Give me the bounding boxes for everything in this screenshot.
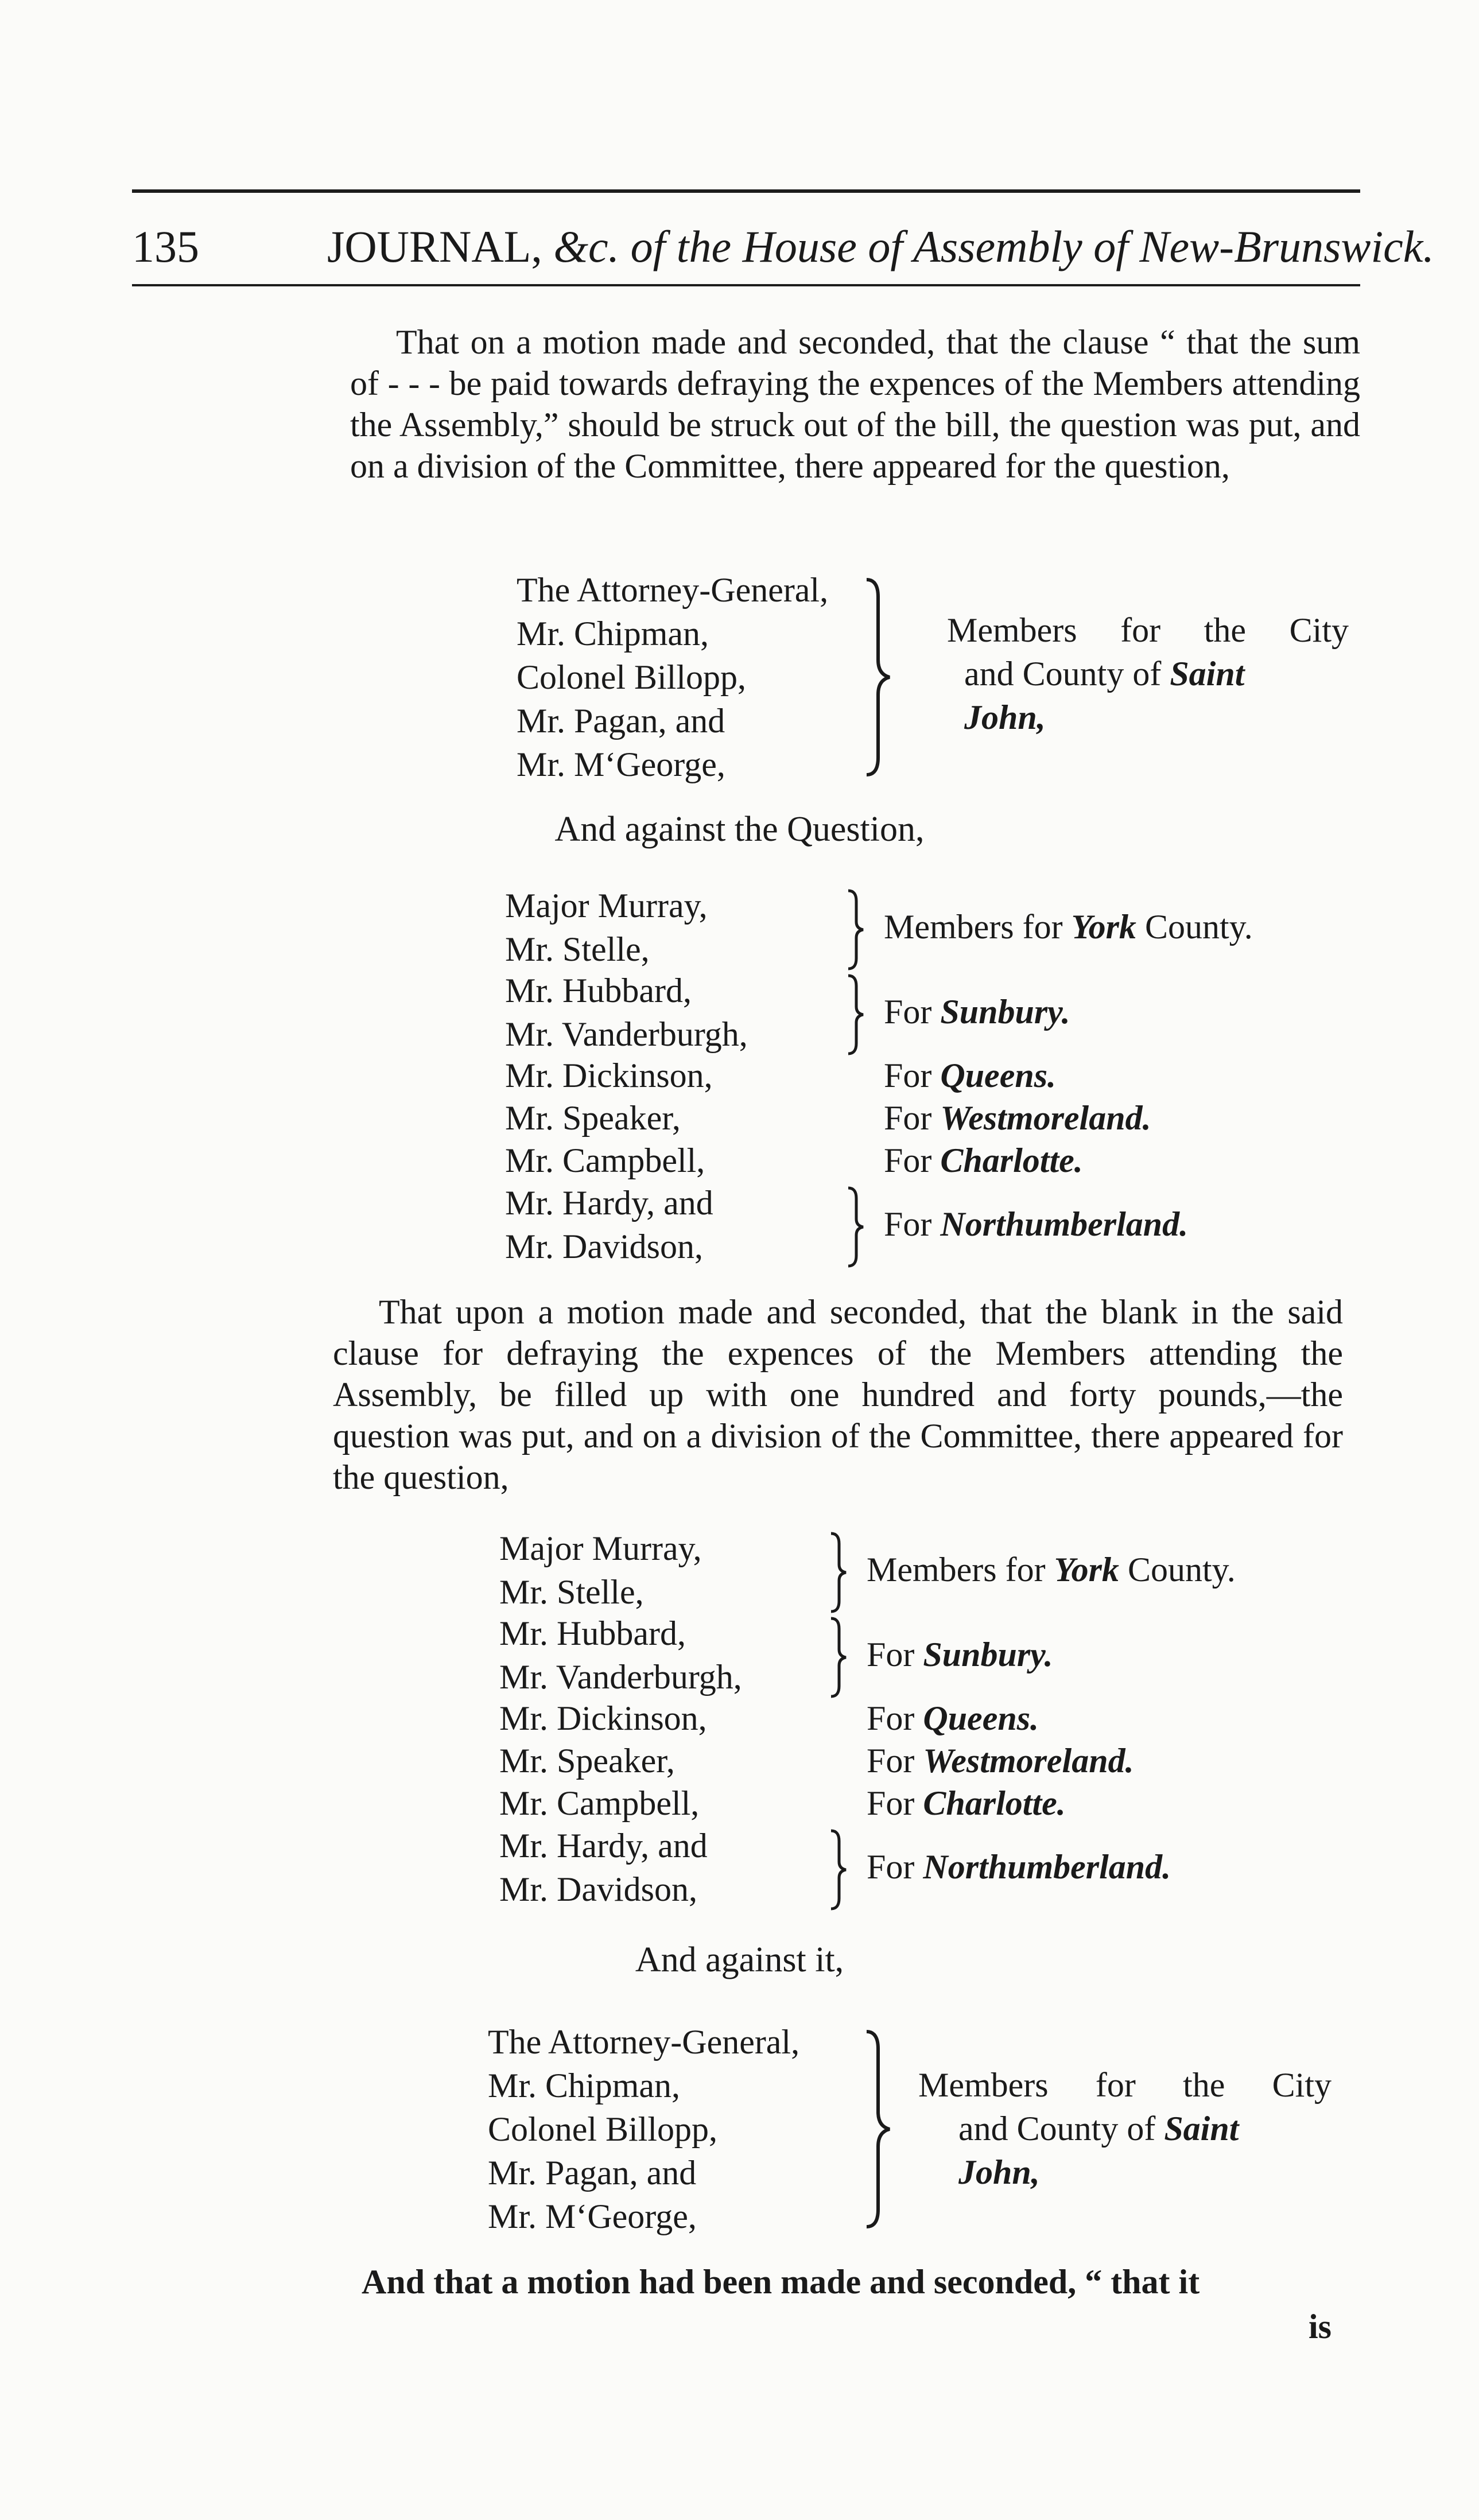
- vote2-for-group-1-label-suffix: County.: [1127, 1551, 1236, 1589]
- vote2-for-group-2: [499, 1612, 742, 1699]
- vote2-for-group-4-label: [867, 1739, 1134, 1783]
- vote1-against-group-4-name-1: Mr. Speaker,: [505, 1099, 681, 1137]
- vote1-against-group-1-name-2: Mr. Stelle,: [505, 930, 650, 968]
- vote1-for-label-john: John,: [964, 698, 1046, 736]
- vote1-against-group-3-label: [884, 1054, 1056, 1097]
- paragraph-2: That upon a motion made and seconded, that the blank in the said clause for defraying the expences of the Members attending the Assembly, be filled up with one hundred and forty pounds,—the question was put, and on a division of the Committee, there appeared for the question,: [333, 1293, 1343, 1496]
- vote1-against-group-6-name-1: Mr. Hardy, and: [505, 1184, 713, 1222]
- vote2-for-group-6-label-prefix: For: [867, 1848, 915, 1886]
- vote1-for-label-line1: Members for the City: [947, 611, 1349, 649]
- vote1-against-group-3-label-place: Queens.: [940, 1057, 1057, 1094]
- vote2-against-label-john: John,: [958, 2153, 1040, 2191]
- vote2-for-group-2-label: [867, 1633, 1053, 1676]
- vote2-against-name-1: The Attorney-General,: [488, 2023, 800, 2061]
- vote2-for-group-5-label-place: Charlotte.: [923, 1784, 1066, 1822]
- vote1-for-label-line2: [947, 652, 1349, 696]
- vote2-against-brace: [861, 2026, 895, 2232]
- vote2-for-group-1-name-1: Major Murray,: [499, 1529, 702, 1567]
- vote2-for-group-4: [499, 1739, 675, 1783]
- running-head: [327, 212, 1434, 281]
- vote2-for-group-4-label-place: Westmoreland.: [923, 1742, 1134, 1780]
- vote1-against-group-2-label-prefix: For: [884, 993, 932, 1031]
- vote1-against-group-3-name-1: Mr. Dickinson,: [505, 1057, 713, 1094]
- vote1-against-group-2-name-1: Mr. Hubbard,: [505, 972, 692, 1009]
- vote1-against-group-1-label-suffix: County.: [1144, 908, 1253, 946]
- vote1-against-group-6-brace: [844, 1185, 867, 1269]
- vote2-against-label-line1: Members for the City: [918, 2066, 1332, 2104]
- catchword: is: [1309, 2308, 1332, 2346]
- vote1-for-brace: [861, 574, 895, 781]
- header-bottom-rule: [132, 284, 1360, 286]
- vote1-for-names: [517, 568, 828, 786]
- vote2-for-group-6-label-place: Northumberland.: [923, 1848, 1171, 1886]
- vote2-for-group-6-brace: [826, 1827, 849, 1912]
- vote2-against-names: [488, 2020, 799, 2238]
- against2-heading: And against it,: [635, 1940, 844, 1979]
- vote2-for-group-6-name-2: Mr. Davidson,: [499, 1870, 697, 1908]
- vote1-against-group-4-label-prefix: For: [884, 1099, 932, 1137]
- vote2-against-name-5: Mr. M‘George,: [488, 2197, 697, 2235]
- vote2-for-group-2-name-1: Mr. Hubbard,: [499, 1614, 686, 1652]
- vote2-against-label-line2: [918, 2107, 1332, 2150]
- vote2-for-group-3-label-place: Queens.: [923, 1699, 1039, 1737]
- vote1-for-name-3: Colonel Billopp,: [517, 658, 747, 696]
- vote1-against-group-5-label: [884, 1139, 1083, 1182]
- vote2-for-group-5-label: [867, 1781, 1066, 1825]
- vote2-for-group-5-name-1: Mr. Campbell,: [499, 1784, 700, 1822]
- vote2-for-group-4-label-prefix: For: [867, 1742, 915, 1780]
- final-line: And that a motion had been made and seconded, “ that it: [362, 2263, 1200, 2301]
- vote2-for-group-6-label: [867, 1845, 1171, 1889]
- vote1-for-name-4: Mr. Pagan, and: [517, 702, 725, 740]
- paragraph-1: That on a motion made and seconded, that the clause “ that the sum of - - - be paid towards defraying the expences of the Members attending the Assembly,” should be struck out of the bill, the question was put, and on a division of the Committee, there appeared for the question,: [350, 323, 1360, 485]
- vote1-against-group-5-label-place: Charlotte.: [940, 1141, 1083, 1179]
- vote1-against-group-2-label-place: Sunbury.: [940, 993, 1070, 1031]
- vote1-against-group-1-brace: [844, 887, 867, 972]
- vote1-for-name-2: Mr. Chipman,: [517, 615, 709, 653]
- vote1-for-label: [947, 608, 1349, 739]
- vote2-for-group-1-label-prefix: Members for: [867, 1551, 1046, 1589]
- against1-heading: And against the Question,: [554, 810, 925, 849]
- vote2-for-group-6: [499, 1824, 708, 1911]
- running-head-title: JOURNAL,: [327, 222, 542, 271]
- page-number: 135: [132, 222, 199, 271]
- page-header: [132, 212, 1434, 281]
- vote1-against-group-2-brace: [844, 972, 867, 1057]
- vote2-for-group-6-name-1: Mr. Hardy, and: [499, 1827, 708, 1865]
- vote2-for-group-4-name-1: Mr. Speaker,: [499, 1742, 675, 1780]
- vote2-for-group-1-name-2: Mr. Stelle,: [499, 1573, 644, 1611]
- vote2-against-name-2: Mr. Chipman,: [488, 2067, 681, 2104]
- vote1-against-group-2: [505, 969, 748, 1056]
- vote1-against-group-5: [505, 1139, 705, 1182]
- vote2-for-group-1-label: [867, 1548, 1236, 1591]
- vote2-for-group-1-brace: [826, 1530, 849, 1615]
- vote2-for-group-1: [499, 1527, 702, 1614]
- vote1-against-group-1-label-prefix: Members for: [884, 908, 1063, 946]
- vote1-for-name-5: Mr. M‘George,: [517, 745, 725, 783]
- vote2-for-group-3-label-prefix: For: [867, 1699, 915, 1737]
- vote2-for-group-2-name-2: Mr. Vanderburgh,: [499, 1658, 742, 1696]
- vote1-against-group-6: [505, 1181, 713, 1268]
- vote2-against-label-saint: Saint: [1164, 2110, 1239, 2148]
- vote1-for-label-saint: Saint: [1170, 655, 1245, 693]
- vote1-against-group-6-label: [884, 1202, 1188, 1246]
- running-head-subtitle: &c. of the House of Assembly of New-Brunswick.: [553, 222, 1434, 271]
- vote1-against-group-1-label: [884, 905, 1253, 949]
- vote2-for-group-1-label-place: York: [1054, 1551, 1119, 1589]
- vote1-against-group-6-name-2: Mr. Davidson,: [505, 1228, 703, 1265]
- vote2-for-group-5-label-prefix: For: [867, 1784, 915, 1822]
- vote1-against-group-5-label-prefix: For: [884, 1141, 932, 1179]
- header-top-rule: [132, 189, 1360, 193]
- vote1-against-group-3: [505, 1054, 713, 1097]
- vote1-for-name-1: The Attorney-General,: [517, 571, 829, 609]
- vote2-for-group-3: [499, 1696, 707, 1740]
- vote1-against-group-6-label-prefix: For: [884, 1205, 932, 1243]
- vote1-against-group-3-label-prefix: For: [884, 1057, 932, 1094]
- vote2-against-label-line2-text: and County of: [958, 2110, 1156, 2148]
- vote2-for-group-2-label-prefix: For: [867, 1636, 915, 1673]
- vote2-for-group-2-label-place: Sunbury.: [923, 1636, 1053, 1673]
- vote2-against-name-3: Colonel Billopp,: [488, 2110, 718, 2148]
- vote1-against-group-5-name-1: Mr. Campbell,: [505, 1141, 705, 1179]
- vote1-against-group-4: [505, 1096, 681, 1140]
- vote1-against-group-2-label: [884, 990, 1070, 1034]
- vote1-against-group-1-label-place: York: [1071, 908, 1136, 946]
- vote2-against-label: [918, 2063, 1332, 2194]
- vote2-for-group-5: [499, 1781, 699, 1825]
- vote1-against-group-1: [505, 884, 708, 971]
- vote1-against-group-4-label-place: Westmoreland.: [940, 1099, 1151, 1137]
- vote2-for-group-3-label: [867, 1696, 1039, 1740]
- vote1-against-group-4-label: [884, 1096, 1151, 1140]
- vote1-against-group-6-label-place: Northumberland.: [940, 1205, 1189, 1243]
- vote2-for-group-2-brace: [826, 1615, 849, 1700]
- vote2-for-group-3-name-1: Mr. Dickinson,: [499, 1699, 707, 1737]
- vote1-against-group-2-name-2: Mr. Vanderburgh,: [505, 1015, 748, 1053]
- vote1-against-group-1-name-1: Major Murray,: [505, 887, 708, 925]
- vote1-for-label-line2-text: and County of: [964, 655, 1162, 693]
- vote2-against-name-4: Mr. Pagan, and: [488, 2154, 697, 2192]
